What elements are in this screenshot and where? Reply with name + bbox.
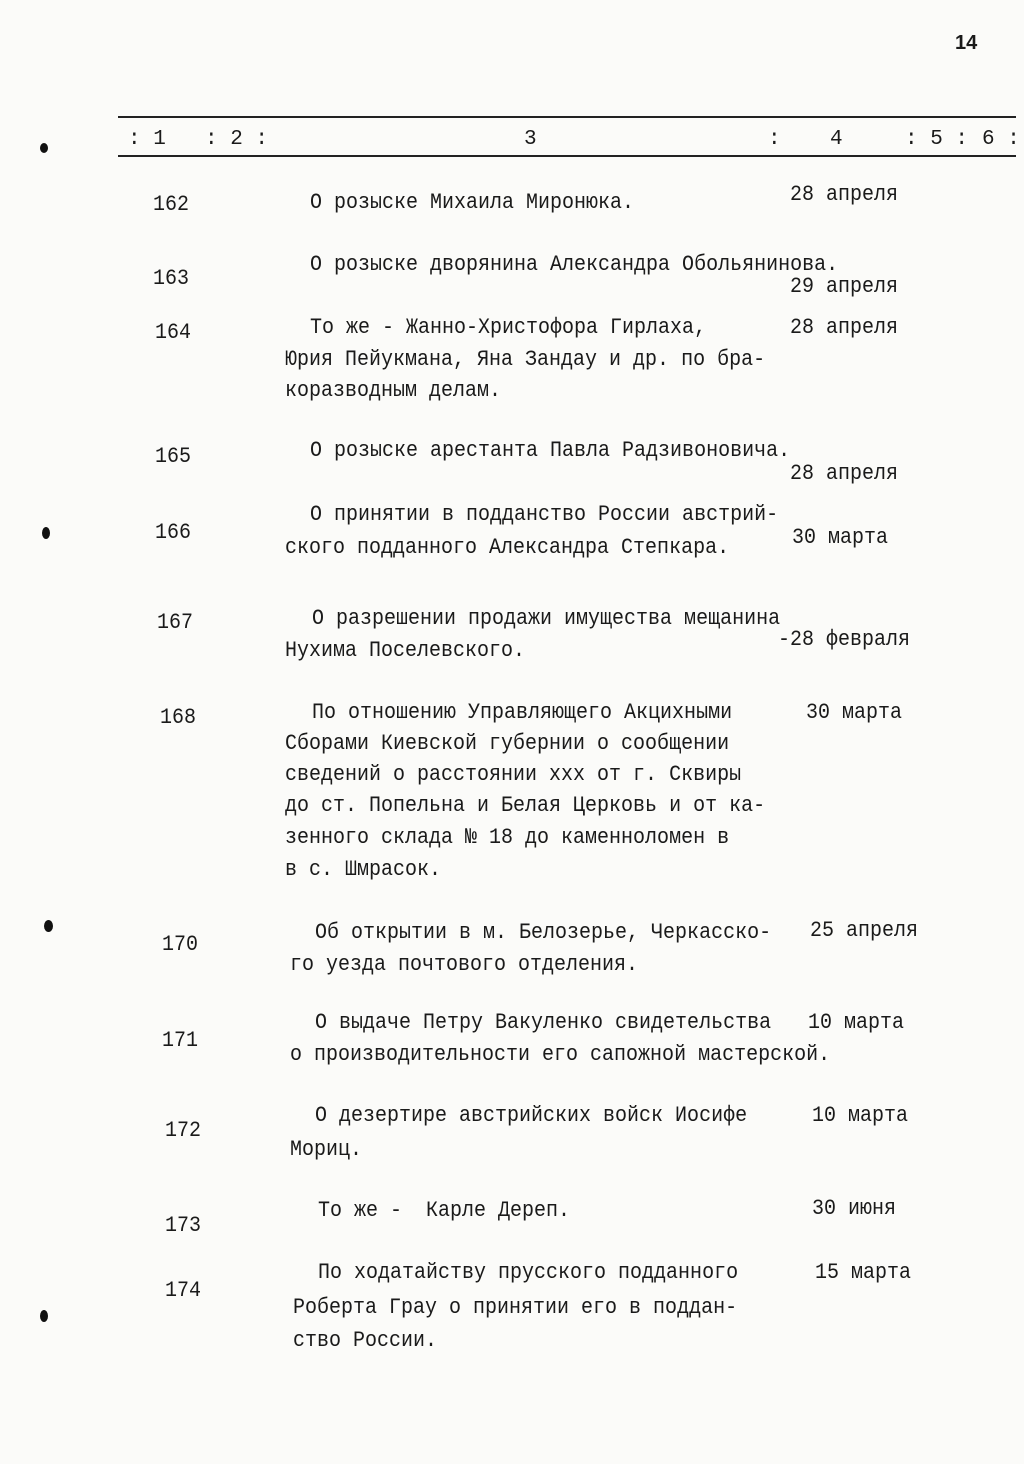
entry-number: 168 xyxy=(160,705,197,731)
entry-description-line: го уезда почтового отделения. xyxy=(290,952,639,978)
entry-number: 173 xyxy=(165,1213,202,1239)
entry-date: 30 марта xyxy=(792,525,889,551)
entry-description-line: ство России. xyxy=(293,1328,438,1354)
entry-date: 15 марта xyxy=(815,1260,912,1286)
column-1-header: : 1 xyxy=(128,128,166,151)
column-3-header: 3 xyxy=(524,128,537,151)
entry-date: 30 июня xyxy=(812,1196,897,1222)
entry-description-line: То же - Карле Дереп. xyxy=(318,1198,571,1224)
entry-description-line: в с. Шмрасок. xyxy=(285,857,442,883)
entry-date: 28 апреля xyxy=(790,182,899,208)
entry-description-line: О принятии в подданство России австрий- xyxy=(310,502,779,528)
entry-description-line: О розыске дворянина Александра Обольянинова. xyxy=(310,252,839,278)
entry-date: 25 апреля xyxy=(810,918,919,944)
punch-hole-mark xyxy=(42,527,50,539)
entry-description-line: о производительности его сапожной мастерской. xyxy=(290,1042,831,1068)
entry-number: 172 xyxy=(165,1118,202,1144)
entry-description-line: О розыске арестанта Павла Радзивоновича. xyxy=(310,438,791,464)
entry-description-line: Юрия Пейукмана, Яна Зандау и др. по бра- xyxy=(285,347,766,373)
entry-date: -28 февраля xyxy=(778,627,911,653)
entry-description-line: О разрешении продажи имущества мещанина xyxy=(312,606,781,632)
entry-date: 10 марта xyxy=(808,1010,905,1036)
entry-description-line: сведений о расстоянии ххх от г. Сквиры xyxy=(285,762,742,788)
entry-description-line: коразводным делам. xyxy=(285,378,502,404)
header-bottom-rule xyxy=(118,155,1016,157)
punch-hole-mark xyxy=(40,143,48,153)
page-number: 14 xyxy=(955,32,978,54)
entry-number: 163 xyxy=(153,266,190,292)
entry-date: 30 марта xyxy=(806,700,903,726)
entry-description-line: Об открытии в м. Белозерье, Черкасско- xyxy=(315,920,772,946)
column-6-header: 6 : xyxy=(982,128,1020,151)
column-4-header: 4 xyxy=(830,128,843,151)
entry-description-line: Мориц. xyxy=(290,1137,363,1163)
entry-description-line: Сборами Киевской губернии о сообщении xyxy=(285,731,730,757)
column-5-header: : 5 : xyxy=(905,128,969,151)
entry-date: 28 апреля xyxy=(790,461,899,487)
entry-number: 167 xyxy=(157,610,194,636)
entry-description-line: О выдаче Петру Вакуленко свидетельства xyxy=(315,1010,772,1036)
entry-description-line: зенного склада № 18 до каменноломен в xyxy=(285,825,730,851)
column-4-separator: : xyxy=(768,128,781,151)
entry-description-line: По отношению Управляющего Акцихными xyxy=(312,700,733,726)
entry-description-line: до ст. Попельна и Белая Церковь и от ка- xyxy=(285,793,766,819)
entry-description-line: То же - Жанно-Христофора Гирлаха, xyxy=(310,315,707,341)
entry-number: 164 xyxy=(155,320,192,346)
entry-date: 29 апреля xyxy=(790,274,899,300)
punch-hole-mark xyxy=(40,1310,48,1322)
entry-number: 165 xyxy=(155,444,192,470)
punch-hole-mark xyxy=(44,920,53,932)
entry-description-line: О дезертире австрийских войск Иосифе xyxy=(315,1103,748,1129)
entry-description-line: ского подданного Александра Степкара. xyxy=(285,535,730,561)
entry-date: 28 апреля xyxy=(790,315,899,341)
entry-number: 166 xyxy=(155,520,192,546)
entry-number: 162 xyxy=(153,192,190,218)
entry-description-line: Нухима Поселевского. xyxy=(285,638,526,664)
entry-date: 10 марта xyxy=(812,1103,909,1129)
entry-number: 174 xyxy=(165,1278,202,1304)
entry-description-line: По ходатайству прусского подданного xyxy=(318,1260,739,1286)
header-top-rule xyxy=(118,116,1016,118)
entry-number: 170 xyxy=(162,932,199,958)
entry-description-line: О розыске Михаила Миронюка. xyxy=(310,190,635,216)
entry-number: 171 xyxy=(162,1028,199,1054)
entry-description-line: Роберта Грау о принятии его в поддан- xyxy=(293,1295,738,1321)
column-2-header: : 2 : xyxy=(205,128,269,151)
